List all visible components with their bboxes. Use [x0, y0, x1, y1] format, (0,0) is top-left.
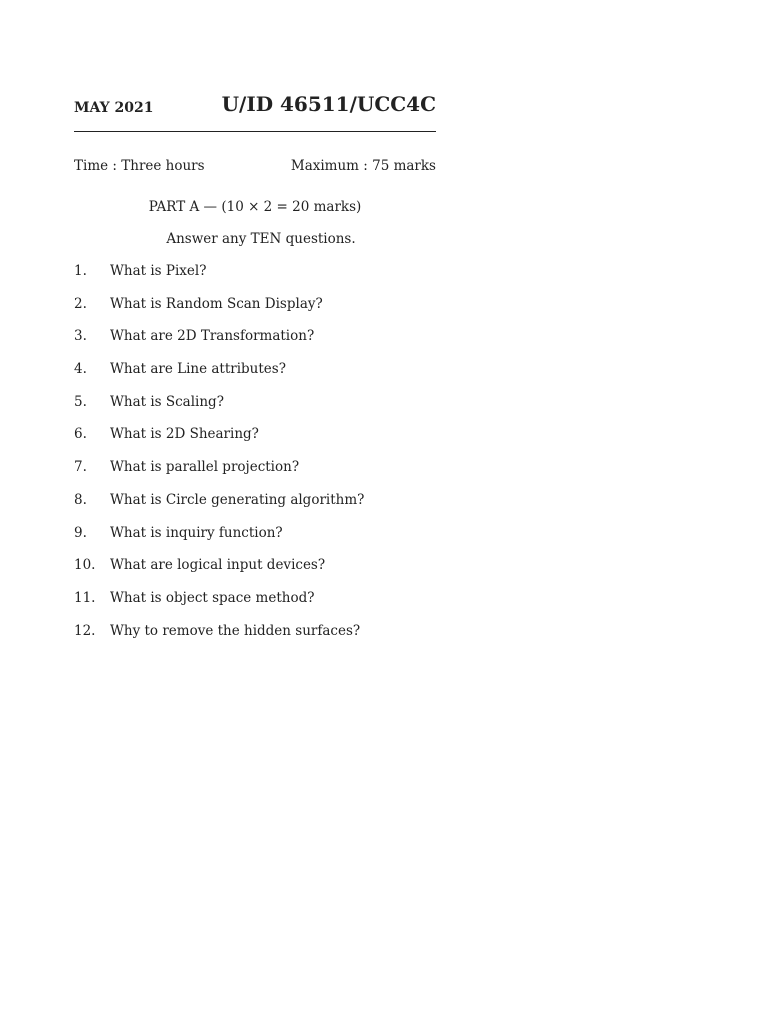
- question-text: What is 2D Shearing?: [110, 426, 259, 443]
- question-text: What are logical input devices?: [110, 557, 326, 574]
- maximum-marks: Maximum : 75 marks: [290, 158, 436, 174]
- question-text: What is Circle generating algorithm?: [110, 491, 365, 508]
- paper-code: U/ID 46511/UCC4C: [221, 92, 436, 116]
- question-number: 6.: [74, 426, 87, 443]
- question-text: What is Pixel?: [110, 263, 207, 279]
- question-text: What are Line attributes?: [110, 361, 286, 378]
- part-a-title: PART A — (10 × 2 = 20 marks): [148, 199, 362, 215]
- question-text: What is Random Scan Display?: [110, 295, 323, 312]
- question-text: What is parallel projection?: [110, 459, 300, 476]
- question-number: 2.: [74, 295, 87, 312]
- question-text: What is Scaling?: [110, 393, 224, 410]
- question-text: Why to remove the hidden surfaces?: [110, 622, 361, 639]
- question-number: 10.: [74, 557, 96, 574]
- question-text: What is object space method?: [110, 589, 315, 606]
- question-number: 11.: [74, 589, 96, 606]
- question-number: 1.: [74, 263, 87, 279]
- question-number: 4.: [74, 361, 87, 378]
- question-number: 9.: [74, 524, 87, 541]
- exam-month: MAY 2021: [74, 100, 154, 116]
- part-a-instruction: Answer any TEN questions.: [166, 231, 356, 247]
- question-number: 8.: [74, 491, 87, 508]
- question-text: What are 2D Transformation?: [110, 328, 315, 345]
- question-text: What is inquiry function?: [110, 524, 283, 541]
- question-number: 12.: [74, 622, 96, 639]
- question-number: 7.: [74, 459, 87, 476]
- question-number: 5.: [74, 393, 87, 410]
- question-number: 3.: [74, 328, 87, 345]
- exam-duration: Time : Three hours: [74, 158, 205, 174]
- header-divider: [74, 131, 436, 132]
- exam-header: [74, 90, 436, 130]
